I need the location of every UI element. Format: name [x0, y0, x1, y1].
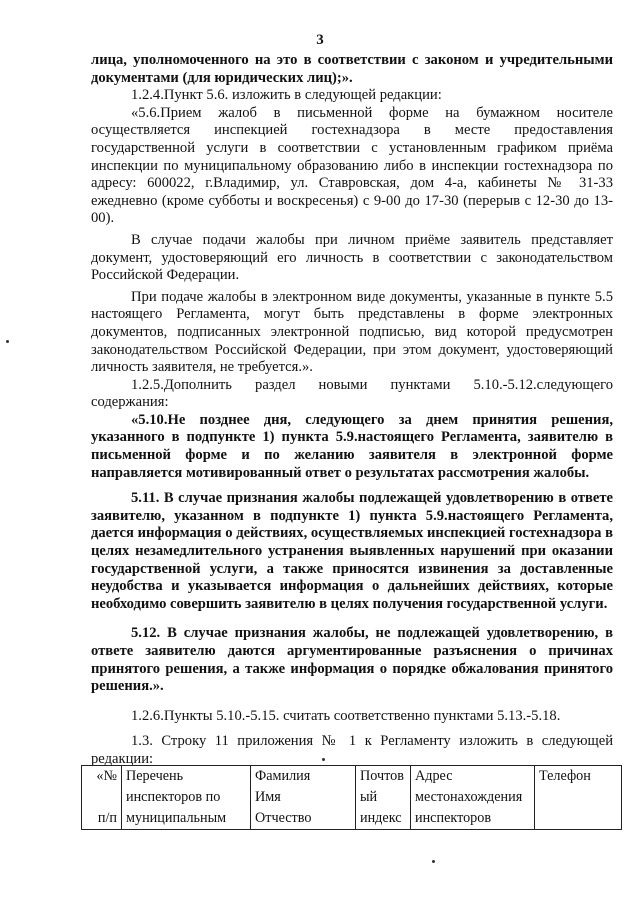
- table-text: Имя: [255, 789, 281, 805]
- paragraph-5-12: 5.12. В случае признания жалобы, не подлежащей удовлетворению, в ответе заявителю даются аргументированные разъяснения о причинах принятого решения, а также информация о порядке обжалования принятого решения.».: [91, 625, 613, 695]
- paragraph-1-2-5: 1.2.5.Дополнить раздел новыми пунктами 5.10.-5.12.следующего содержания:: [91, 376, 613, 411]
- table-text: Почтов: [360, 768, 404, 784]
- table-cell-list: [122, 766, 251, 830]
- document-body: [91, 52, 613, 769]
- table-cell-number: [82, 766, 122, 830]
- table-text: п/п: [97, 810, 117, 826]
- table-text: местонахождения: [415, 789, 523, 805]
- table-cell-address: [411, 766, 535, 830]
- table-text: муниципальным: [126, 810, 227, 826]
- table-text: «№: [96, 768, 117, 784]
- page-number: 3: [316, 32, 324, 48]
- table-text: Перечень: [126, 768, 184, 784]
- paragraph-1-3: 1.3. Строку 11 приложения № 1 к Регламенту изложить в следующей редакции:: [91, 733, 613, 767]
- paragraph-5-10: «5.10.Не позднее дня, следующего за днем принятия решения, указанного в подпункте 1) пункта 5.9.настоящего Регламента, заявителю в письменной форме и по желанию заявителя в электронной форме направляется мотивированный ответ о результатах рассмотрения жалобы.: [91, 411, 613, 481]
- table-text: инспекторов по: [126, 789, 221, 805]
- table-cell-phone: [535, 766, 622, 830]
- paragraph-personal-reception: В случае подачи жалобы при личном приёме заявитель представляет документ, удостоверяющий его личность в соответствии с законодательством Российской Федерации.: [91, 231, 613, 284]
- table-text: Фамилия: [255, 768, 311, 784]
- table-text: Телефон: [539, 768, 591, 784]
- table-text: инспекторов: [415, 810, 492, 826]
- table-cell-postal-index: [356, 766, 411, 830]
- scan-speck: [6, 340, 9, 343]
- paragraph-5-11: 5.11. В случае признания жалобы подлежащей удовлетворению в ответе заявителю, указанном в подпункте 1) пункта 5.9.настоящего Регламента, дается информация о действиях, осуществляемых инспекцией гостехнадзора в целях незамедлительного устранения выявленных нарушений при оказании государственной услуги, а также приносятся извинения за доставленные неудобства и указывается информация о дальнейших действиях, которые необходимо совершить заявителю в целях получения государственной услуги.: [91, 490, 613, 612]
- scan-speck: [322, 758, 325, 761]
- inspectors-table: [81, 765, 622, 830]
- scan-speck: [432, 860, 435, 863]
- paragraph-1-2-6: 1.2.6.Пункты 5.10.-5.15. считать соответственно пунктами 5.13.-5.18.: [131, 707, 561, 724]
- paragraph-1-2-4: 1.2.4.Пункт 5.6. изложить в следующей редакции:: [131, 87, 442, 104]
- table-text: Адрес: [415, 768, 453, 784]
- paragraph-5-6: «5.6.Прием жалоб в письменной форме на бумажном носителе осуществляется инспекцией гостехнадзора в месте предоставления государственной услуги в соответствии с установленным графиком приёма инспекции по муниципальному образованию либо в инспекции гостехнадзора по адресу: 600022, г.Владимир, ул. Ставровская, дом 4-а, кабинеты № 31-33 ежедневно (кроме субботы и воскресенья) с 9-00 до 17-30 (перерыв с 12-30 до 13-00).: [91, 104, 613, 227]
- table-text: Отчество: [255, 810, 312, 826]
- paragraph-continuation: лица, уполномоченного на это в соответствии с законом и учредительными документами (для юридических лиц);».: [91, 52, 613, 86]
- table-header-row: [82, 766, 622, 830]
- paragraph-electronic-submission: При подаче жалобы в электронном виде документы, указанные в пункте 5.5 настоящего Регламента, могут быть представлены в форме электронных документов, подписанных электронной подписью, вид которой предусмотрен законодательством Российской Федерации, при этом документ, удостоверяющий личность заявителя, не требуется.».: [91, 288, 613, 376]
- table-text: индекс: [360, 810, 402, 826]
- table-cell-name: [251, 766, 356, 830]
- table-text: ый: [360, 789, 378, 805]
